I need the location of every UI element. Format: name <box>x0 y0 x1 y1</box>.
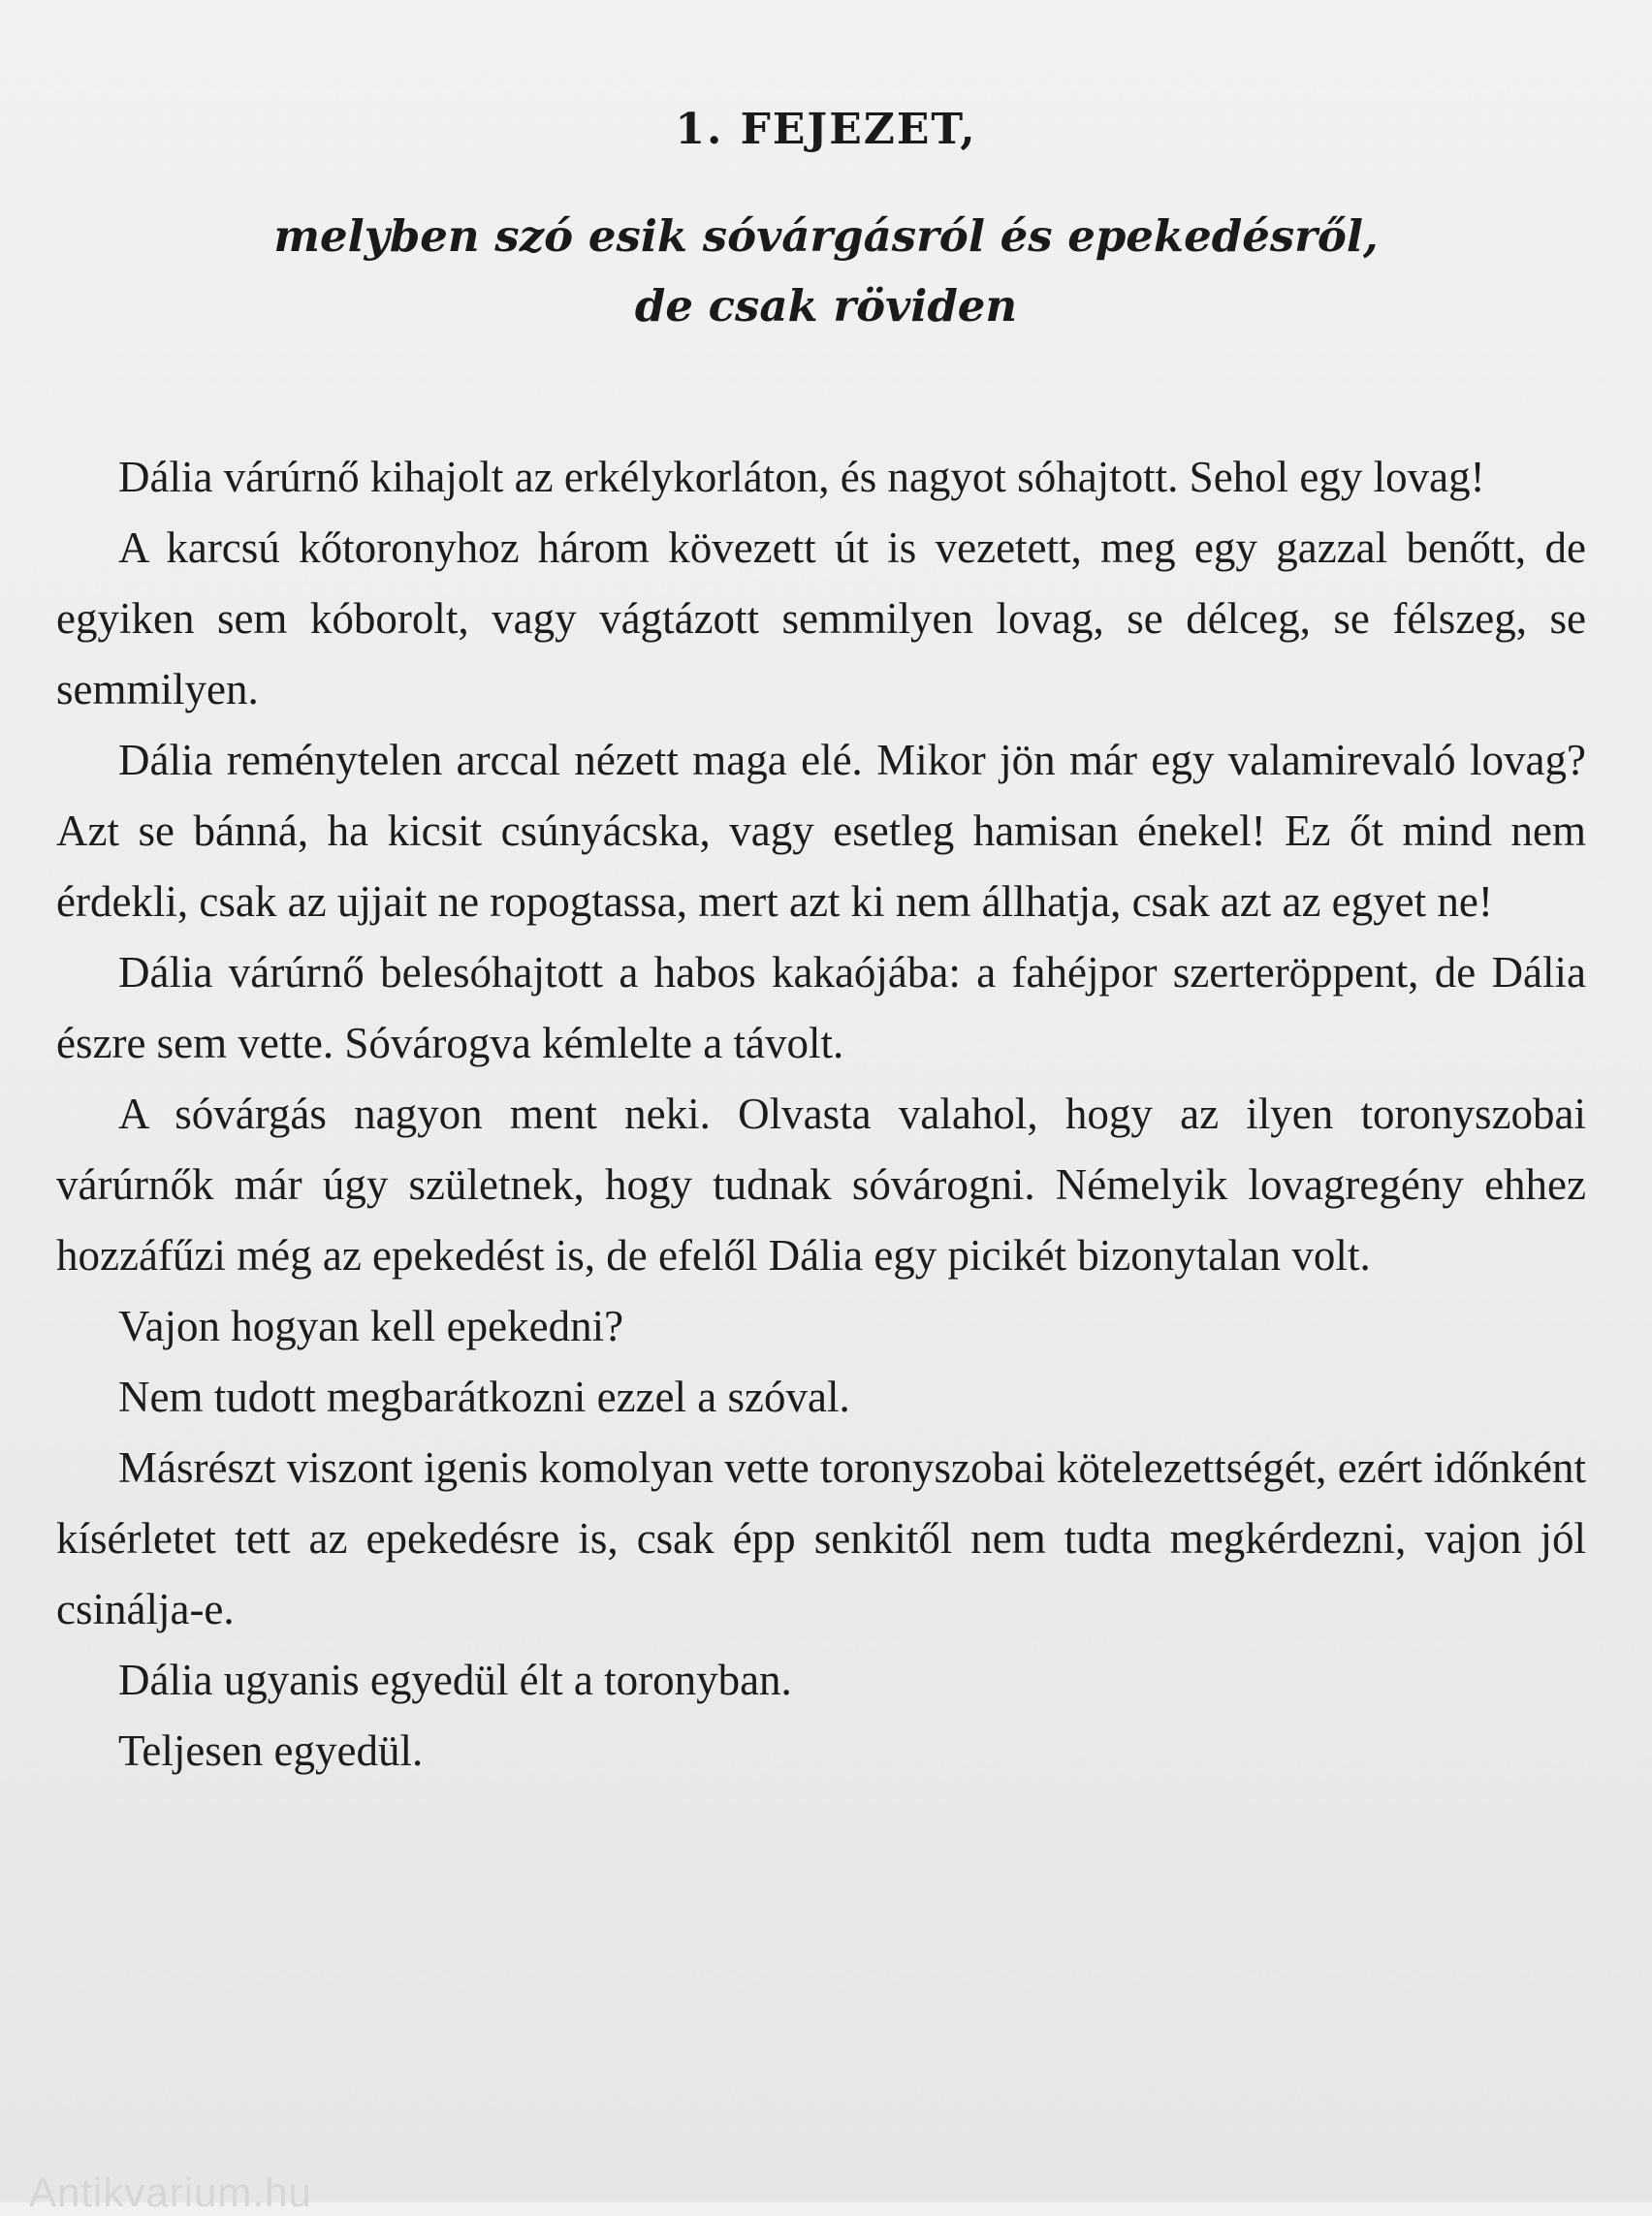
watermark: Antikvarium.hu <box>29 2169 312 2215</box>
chapter-body-text <box>56 442 1586 1787</box>
paragraph-2: A karcsú kőtoronyhoz három kövezett út is vezetett, meg egy gazzal benőtt, de egyiken sem kóborolt, vagy vágtázott semmilyen lovag, se délceg, se félszeg, se semmilyen. <box>56 523 1586 713</box>
paragraph-6: Vajon hogyan kell epekedni? <box>118 1302 624 1350</box>
chapter-subtitle <box>0 202 1652 341</box>
paragraph-9: Dália ugyanis egyedül élt a toronyban. <box>118 1656 792 1704</box>
chapter-subtitle-line-1: melyben szó esik sóvárgásról és epekedésről, <box>273 210 1379 262</box>
chapter-subtitle-line-2: de csak röviden <box>634 280 1018 332</box>
paragraph-4: Dália várúrnő belesóhajtott a habos kakaójába: a fahéjpor szerteröppent, de Dália észre sem vette. Sóvárogva kémlelte a távolt. <box>56 948 1586 1067</box>
chapter-number-heading: 1. FEJEZET, <box>675 105 977 154</box>
paragraph-10: Teljesen egyedül. <box>118 1726 424 1775</box>
paragraph-1: Dália várúrnő kihajolt az erkélykorláton, és nagyot sóhajtott. Sehol egy lovag! <box>118 453 1485 501</box>
paragraph-5: A sóvárgás nagyon ment neki. Olvasta valahol, hogy az ilyen toronyszobai várúrnők már úgy születnek, hogy tudnak sóvárogni. Némelyik lovagregény ehhez hozzáfűzi még az epekedést is, de efelől Dália egy picikét bizonytalan volt. <box>56 1090 1586 1280</box>
paragraph-8: Másrészt viszont igenis komolyan vette toronyszobai kötelezettségét, ezért időnként kísérletet tett az epekedésre is, csak épp senkitől nem tudta megkérdezni, vajon jól csinálja-e. <box>56 1443 1586 1633</box>
paragraph-7: Nem tudott megbarátkozni ezzel a szóval. <box>118 1373 850 1421</box>
paragraph-3: Dália reménytelen arccal nézett maga elé. Mikor jön már egy valamirevaló lovag? Azt se bánná, ha kicsit csúnyácska, vagy esetleg hamisan énekel! Ez őt mind nem érdekli, csak az ujjait ne ropogtassa, mert azt ki nem állhatja, csak azt az egyet ne! <box>56 736 1586 926</box>
